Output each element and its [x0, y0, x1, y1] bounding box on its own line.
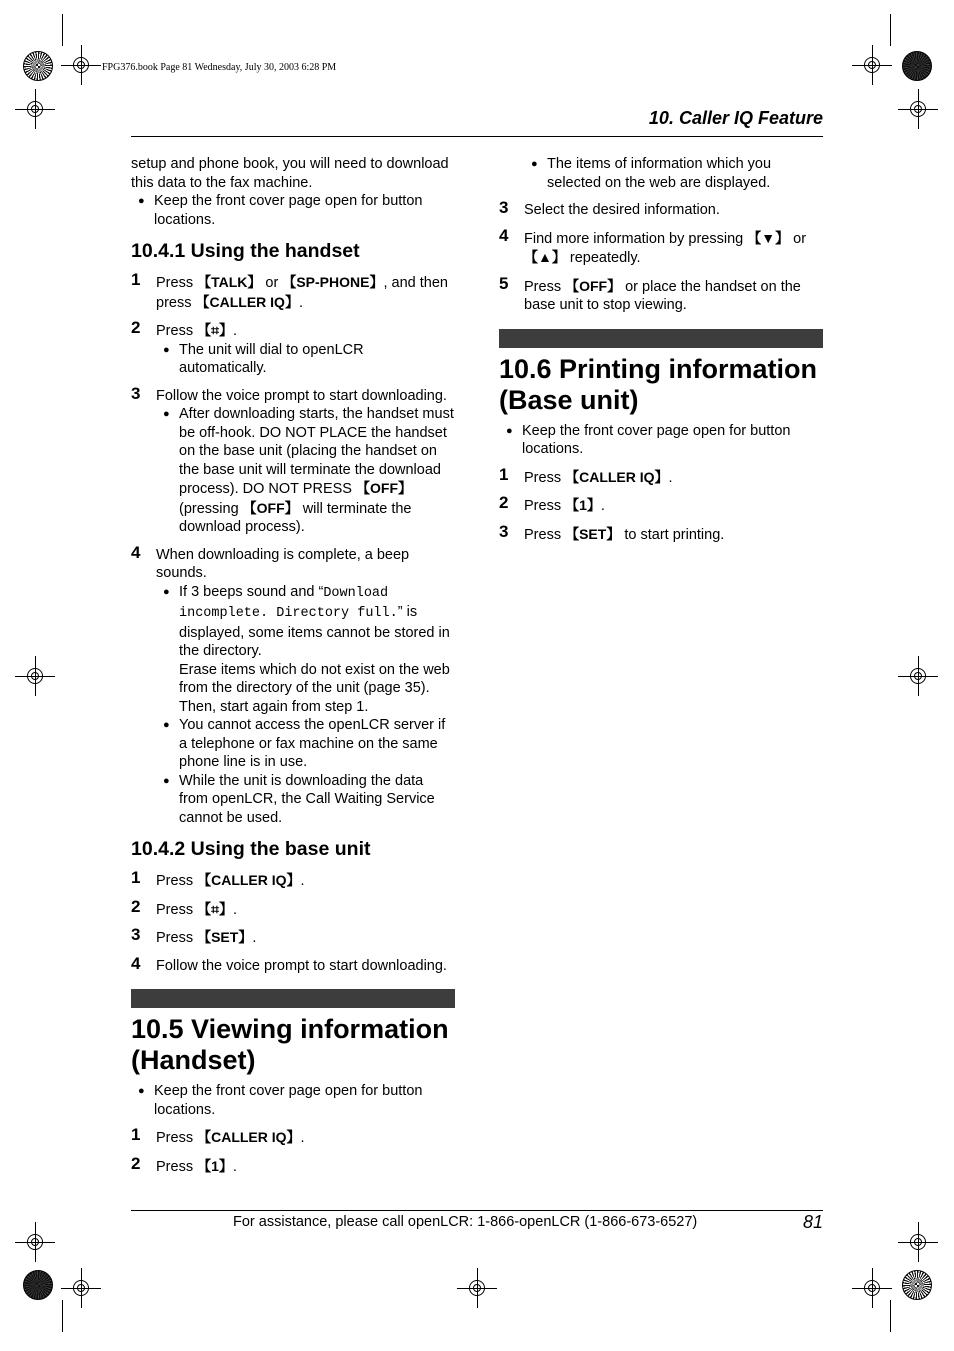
section-bar [131, 989, 455, 1008]
bullet-icon: ● [163, 774, 170, 787]
bullet-item: ● Keep the front cover page open for button locations. [138, 1083, 423, 1118]
bullet-icon: ● [163, 343, 170, 356]
step-item: 1 Press 【CALLER IQ】. [499, 464, 673, 486]
key-label: 【SET】 [197, 929, 253, 945]
bullet-item: ● The unit will dial to openLCR automatically. [163, 341, 364, 376]
registration-starburst-icon [902, 51, 932, 81]
crosshair-mark-icon [61, 45, 101, 85]
step-number: 1 [131, 868, 141, 887]
bullet-icon: ● [163, 585, 170, 598]
step-number: 3 [499, 198, 509, 217]
step-number: 4 [131, 953, 141, 973]
bullet-icon: ● [138, 1085, 145, 1097]
bullet-item: ● While the unit is downloading the data from openLCR, the Call Waiting Service cannot be used. [163, 772, 435, 826]
key-label: 【⌗】 [197, 900, 233, 917]
header-rule [131, 136, 823, 137]
bullet-icon: ● [506, 424, 513, 437]
step-number: 2 [499, 493, 509, 512]
step-item: 3 Press 【SET】 to start printing. [499, 521, 725, 543]
step-number: 2 [131, 1153, 141, 1173]
bullet-item: ● After downloading starts, the handset must be off-hook. DO NOT PLACE the handset on the base unit (placing the handset on the base unit will terminate the download process). DO NOT PRESS 【OFF】 (pressing 【OFF】 will terminate the download process). [163, 406, 454, 535]
footer-assistance-text: For assistance, please call openLCR: 1-866-openLCR (1-866-673-6527) [233, 1214, 698, 1230]
right-column [499, 155, 823, 544]
section-heading-10-4-1: 10.4.1 Using the handset [131, 240, 360, 262]
crosshair-mark-icon [898, 656, 938, 696]
step-number: 1 [131, 1125, 141, 1144]
step-item: 2 Press 【1】. [131, 1153, 237, 1175]
step-item: 4 Find more information by pressing 【▼】 or 【▲】 repeatedly. [499, 225, 807, 266]
bullet-icon: ● [138, 195, 145, 207]
key-label: 【TALK】 [197, 274, 262, 290]
step-item: 2 Press 【⌗】. [131, 896, 238, 918]
key-label: 【CALLER IQ】 [197, 1129, 301, 1145]
key-label: 【CALLER IQ】 [197, 872, 301, 888]
step-number: 3 [131, 925, 141, 944]
crop-mark [62, 14, 63, 46]
key-label: 【1】 [565, 497, 601, 513]
crosshair-mark-icon [898, 89, 938, 129]
step-item: 3 Select the desired information. [499, 198, 720, 218]
section-heading-10-4-2: 10.4.2 Using the base unit [131, 838, 371, 860]
crosshair-mark-icon [852, 1268, 892, 1308]
key-label: 【OFF】 [565, 277, 622, 294]
bullet-item: ● Keep the front cover page open for button locations. [506, 422, 791, 457]
print-info: FPG376.book Page 81 Wednesday, July 30, 2003 6:28 PM [102, 62, 337, 73]
bullet-icon: ● [531, 158, 538, 170]
section-heading-10-5: 10.5 Viewing information (Handset) [131, 1014, 449, 1075]
step-item: 1 Press 【CALLER IQ】. [131, 1125, 305, 1146]
bullet-item: ● The items of information which you selected on the web are displayed. [531, 156, 772, 191]
step-number: 1 [499, 464, 509, 484]
left-column [131, 155, 455, 1176]
key-label: 【SP-PHONE】 [282, 274, 384, 290]
step-number: 2 [131, 318, 141, 337]
step-number: 2 [131, 896, 141, 916]
crop-mark [890, 14, 891, 46]
crosshair-mark-icon [457, 1268, 497, 1308]
step-number: 4 [499, 225, 509, 245]
registration-starburst-icon [23, 1270, 53, 1300]
registration-starburst-icon [23, 51, 53, 81]
intro-text: setup and phone book, you will need to download this data to the fax machine. [131, 156, 449, 191]
bullet-item: ● Keep the front cover page open for button locations. [138, 193, 423, 228]
step-item: 5 Press 【OFF】 or place the handset on the base unit to stop viewing. [499, 273, 801, 313]
step-item: 3 Follow the voice prompt to start downloading. ● After downloading starts, the handset must be off-hook. DO NOT PLACE the handset on the base unit (placing the handset on the base unit will terminate the download process). DO NOT PRESS 【OFF】 (pressing 【OFF】 will terminate the download process). [131, 383, 454, 535]
key-label: 【OFF】 [242, 499, 299, 516]
step-item: 4 When downloading is complete, a beep sounds. ● If 3 beeps sound and “Download incomplete. Directory full.” is displayed, some items cannot be stored in the directory. Erase items which do not exist on the web from the directory of the unit (page 35). Then, start again from step 1. ● You cannot access the openLCR server if a telephone or fax machine on the same phone line is in use. ● While the unit is downloading the data from openLCR, the Call Waiting Service cannot be used. [131, 546, 455, 828]
key-label: 【▼】 [747, 229, 790, 246]
step-item: 4 Follow the voice prompt to start downloading. [131, 953, 447, 974]
key-label: 【CALLER IQ】 [195, 293, 299, 310]
crosshair-mark-icon [898, 1222, 938, 1262]
bullet-icon: ● [163, 408, 170, 420]
step-number: 5 [499, 273, 509, 293]
crosshair-mark-icon [61, 1268, 101, 1308]
step-item: 1 Press 【CALLER IQ】. [131, 868, 305, 889]
step-number: 3 [499, 521, 509, 541]
key-label: 【▲】 [524, 249, 566, 265]
step-item: 3 Press 【SET】. [131, 925, 257, 946]
key-label: 【CALLER IQ】 [565, 468, 669, 485]
key-label: 【SET】 [565, 525, 621, 542]
bullet-icon: ● [163, 719, 170, 731]
footer-rule [131, 1210, 823, 1211]
crosshair-mark-icon [15, 1222, 55, 1262]
crosshair-mark-icon [852, 45, 892, 85]
step-item: 2 Press 【1】. [499, 493, 605, 514]
step-item: 1 Press 【TALK】 or 【SP-PHONE】, and then press 【CALLER IQ】. [131, 270, 448, 311]
display-message: Download incomplete. Directory full. [179, 585, 398, 621]
key-label: 【⌗】 [197, 322, 233, 338]
section-bar [499, 329, 823, 348]
bullet-item: ● If 3 beeps sound and “Download incomplete. Directory full.” is displayed, some items cannot be stored in the directory. Erase items which do not exist on the web from the directory of the unit (page 35). Then, start again from step 1. [163, 583, 450, 715]
step-item: 2 Press 【⌗】. ● The unit will dial to openLCR automatically. [131, 321, 455, 378]
crosshair-mark-icon [15, 656, 55, 696]
registration-starburst-icon [902, 1270, 932, 1300]
section-heading-10-6: 10.6 Printing information (Base unit) [499, 353, 818, 415]
bullet-item: ● You cannot access the openLCR server if a telephone or fax machine on the same phone line is in use. [163, 717, 446, 770]
crosshair-mark-icon [15, 89, 55, 129]
step-number: 3 [131, 383, 141, 403]
key-label: 【OFF】 [356, 480, 412, 496]
crop-mark [890, 1300, 891, 1332]
step-number: 1 [131, 270, 141, 289]
step-number: 4 [131, 542, 141, 562]
page-number: 81 [802, 1212, 823, 1232]
key-label: 【1】 [197, 1157, 233, 1174]
crop-mark [62, 1300, 63, 1332]
running-head: 10. Caller IQ Feature [648, 108, 823, 128]
